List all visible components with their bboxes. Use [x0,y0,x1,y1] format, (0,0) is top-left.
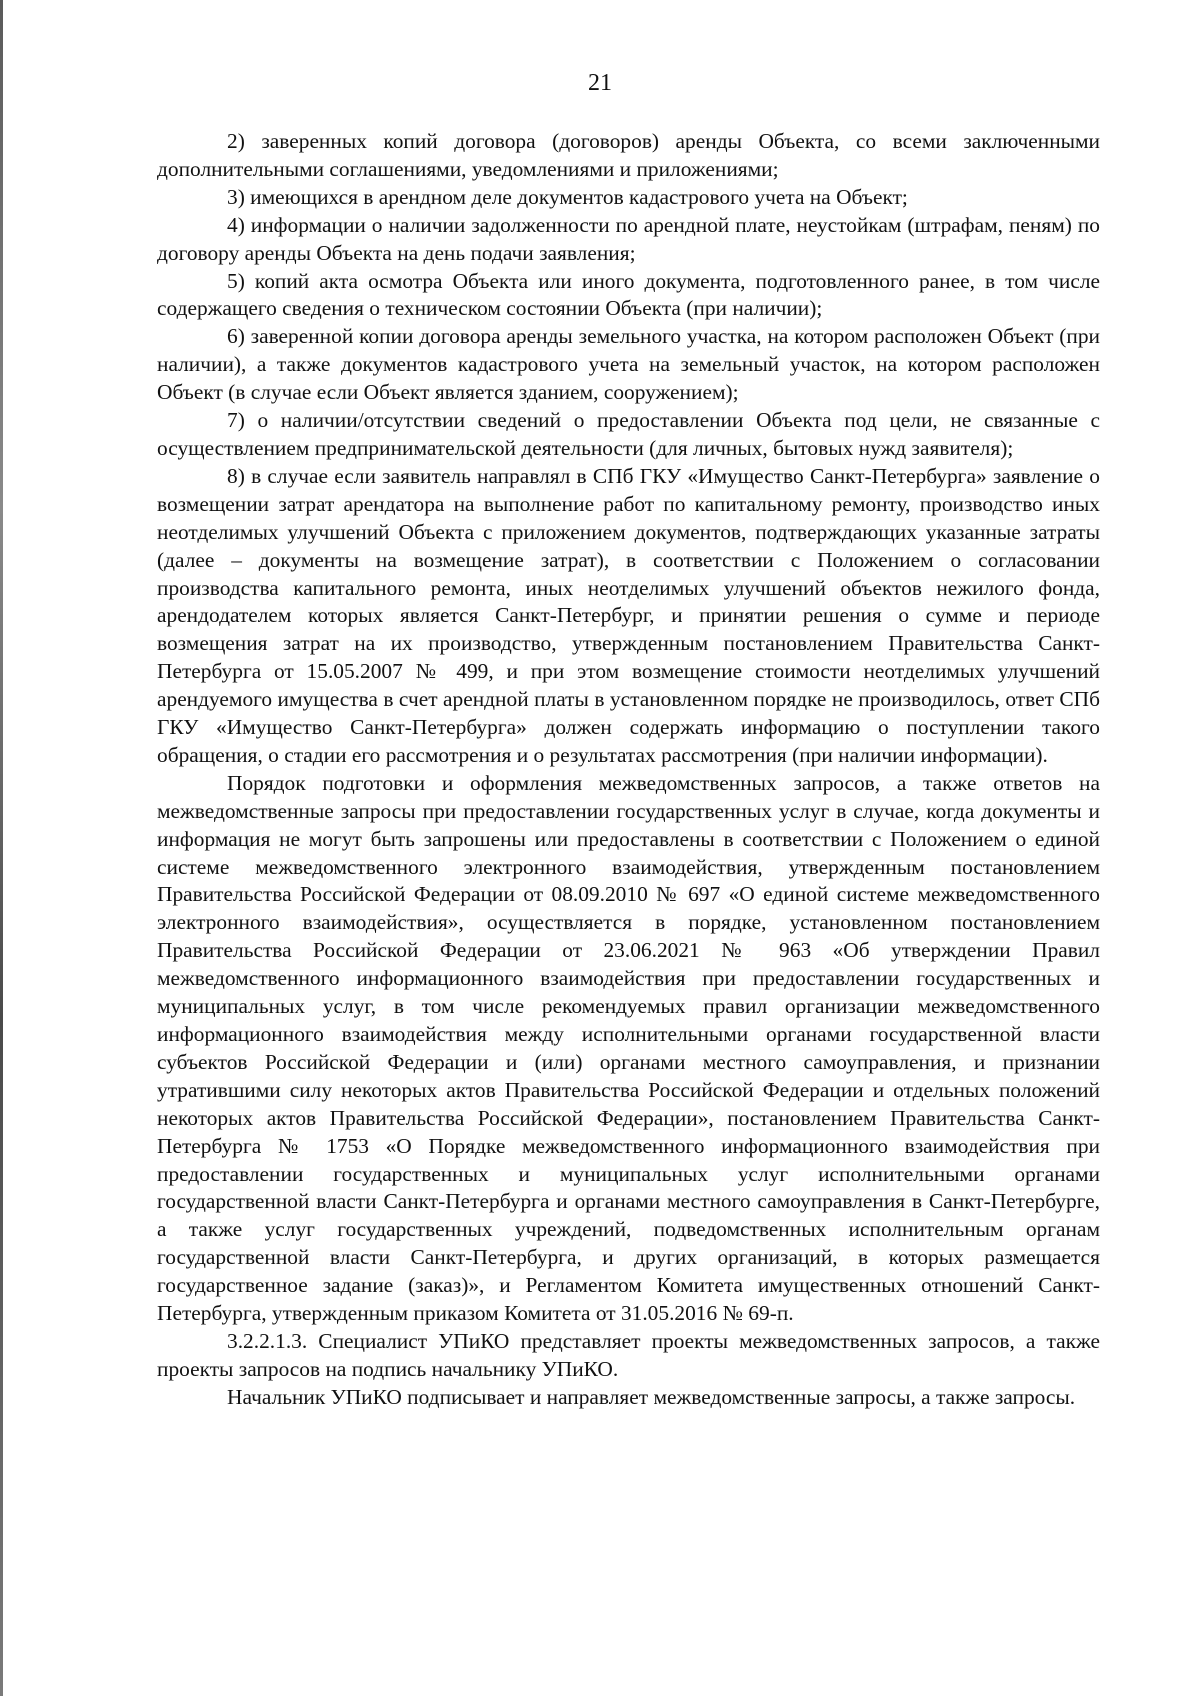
paragraph-head-signs: Начальник УПиКО подписывает и направляет межведомственные запросы, а также запросы. [227,1384,1076,1409]
paragraph-item-8: 8) в случае если заявитель направлял в СПб ГКУ «Имущество Санкт-Петербурга» заявление о возмещении затрат арендатора на выполнение работ по капитальному ремонту, производство иных неотделимых улучшений Объекта с приложением документов, подтверждающих указанные затраты (далее – документы на возмещение затрат), в соответствии с Положением о согласовании производства капитального ремонта, иных неотделимых улучшений объектов нежилого фонда, арендодателем которых является Санкт-Петербург, и принятии решения о сумме и периоде возмещения затрат на их производство, утвержденным постановлением Правительства Санкт-Петербурга от 15.05.2007 № 499, и при этом возмещение стоимости неотделимых улучшений арендуемого имущества в счет арендной платы в установленном порядке не производилось, ответ СПб ГКУ «Имущество Санкт-Петербурга» должен содержать информацию о поступлении такого обращения, о стадии его рассмотрения и о результатах рассмотрения (при наличии информации). [157,463,1100,767]
paragraph-3-2-2-1-3: 3.2.2.1.3. Специалист УПиКО представляет проекты межведомственных запросов, а также проекты запросов на подпись начальнику УПиКО. [157,1328,1100,1381]
paragraph-item-6: 6) заверенной копии договора аренды земельного участка, на котором расположен Объект (при наличии), а также документов кадастрового учета на земельный участок, на котором расположен Объект (в случае если Объект является зданием, сооружением); [157,324,1100,405]
paragraph-item-5: 5) копий акта осмотра Объекта или иного документа, подготовленного ранее, в том числе содержащего сведения о техническом состоянии Объекта (при наличии); [157,268,1100,321]
page-number: 21 [588,70,612,96]
paragraph-interagency-procedure: Порядок подготовки и оформления межведомственных запросов, а также ответов на межведомственные запросы при предоставлении государственных услуг в случае, когда документы и информация не могут быть запрошены или предоставлены в соответствии с Положением о единой системе межведомственного электронного взаимодействия, утвержденным постановлением Правительства Российской Федерации от 08.09.2010 № 697 «О единой системе межведомственного электронного взаимодействия», осуществляется в порядке, установленном постановлением Правительства Российской Федерации от 23.06.2021 № 963 «Об утверждении Правил межведомственного информационного взаимодействия при предоставлении государственных и муниципальных услуг, в том числе рекомендуемых правил организации межведомственного информационного взаимодействия между исполнительными органами государственной власти субъектов Российской Федерации и (или) органами местного самоуправления, и признании утратившими силу некоторых актов Правительства Российской Федерации и отдельных положений некоторых актов Правительства Российской Федерации», постановлением Правительства Санкт-Петербурга № 1753 «О Порядке межведомственного информационного взаимодействия при предоставлении государственных и муниципальных услуг исполнительными органами государственной власти Санкт-Петербурга и органами местного самоуправления в Санкт-Петербурге, а также услуг государственных учреждений, подведомственных исполнительным органам государственной власти Санкт-Петербурга, и других организаций, в которых размещается государственное задание (заказ)», и Регламентом Комитета имущественных отношений Санкт-Петербурга, утвержденным приказом Комитета от 31.05.2016 № 69-п. [157,770,1100,1326]
paragraph-item-4: 4) информации о наличии задолженности по арендной плате, неустойкам (штрафам, пеням) по договору аренды Объекта на день подачи заявления; [157,212,1100,265]
paragraph-item-7: 7) о наличии/отсутствии сведений о предоставлении Объекта под цели, не связанные с осуществлением предпринимательской деятельности (для личных, бытовых нужд заявителя); [157,408,1100,460]
paragraph-item-3: 3) имеющихся в арендном деле документов кадастрового учета на Объект; [227,184,908,209]
paragraph-item-2: 2) заверенных копий договора (договоров) аренды Объекта, со всеми заключенными дополнительными соглашениями, уведомлениями и приложениями; [157,129,1100,181]
scan-edge [0,0,3,1696]
document-body [157,128,1100,1412]
